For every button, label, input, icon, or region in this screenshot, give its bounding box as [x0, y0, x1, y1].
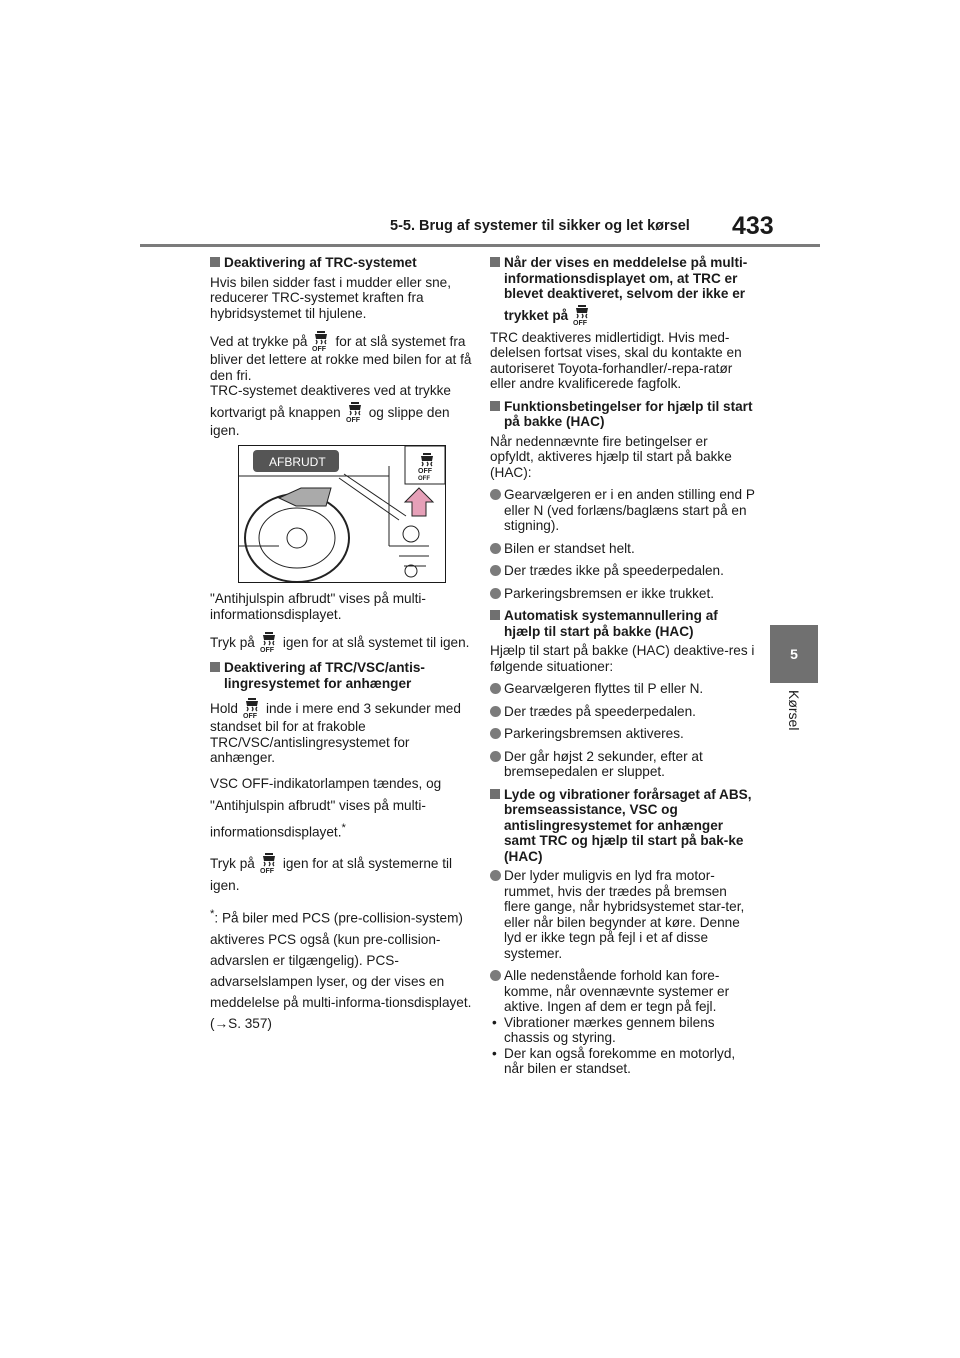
paragraph: Når nedennævnte fire betingelser er opfyldt, aktiveres hjælp til start på bakke (HAC): [490, 433, 732, 480]
chapter-side-label [780, 690, 810, 750]
sub-list-item: • Vibrationer mærkes gennem bilens chassis og styring. [490, 1015, 755, 1046]
left-column [210, 255, 472, 1034]
heading-trailer-off: Deaktivering af TRC/VSC/antis-lingresystemet for anhænger [210, 660, 472, 691]
list-item: Bilen er standset helt. [490, 541, 755, 557]
sub-list-item: • Der kan også forekomme en motorlyd, når bilen er standset. [490, 1046, 755, 1077]
paragraph: "Antihjulspin afbrudt" vises på multi-informationsdisplayet. [210, 591, 426, 622]
list-item: Alle nedenstående forhold kan fore-komme, når ovennævnte systemer er aktive. Ingen af dem er tegn på fejl. [490, 968, 755, 1015]
footnote-mark: * [341, 821, 346, 834]
paragraph: Hvis bilen sidder fast i mudder eller sne, reducerer TRC-systemet kraften fra hybridsystemet til hjulene. [210, 274, 452, 321]
trc-off-icon [259, 850, 279, 874]
list-item: Gearvælgeren flyttes til P eller N. [490, 681, 755, 697]
paragraph: Ved at trykke på for at slå systemet fra bliver det lettere at rokke med bilen for at få den fri. TRC-systemet deaktiveres ved at trykke kortvarigt på knappen og slippe den igen. [210, 328, 472, 438]
paragraph: TRC deaktiveres midlertidigt. Hvis med-delelsen fortsat vises, skal du kontakte en autoriseret Toyota-forhandler/-repa-ratør eller andre kvalificerede fagfolk. [490, 329, 742, 391]
paragraph: Hjælp til start på bakke (HAC) deaktive-res i følgende situationer: [490, 643, 755, 674]
trc-off-icon [311, 328, 331, 352]
heading-hac-conditions: Funktionsbetingelser for hjælp til start på bakke (HAC) [490, 399, 755, 430]
dashboard-illustration [238, 445, 446, 583]
list-item: Parkeringsbremsen er ikke trukket. [490, 586, 755, 602]
heading-trc-message: Når der vises en meddelelse på multi-informationsdisplayet om, at TRC er blevet deaktiveret, selvom der ikke er trykket på [490, 255, 755, 326]
chapter-title: Kørsel [786, 690, 802, 731]
heading-hac-cancel: Automatisk systemannullering af hjælp til start på bakke (HAC) [490, 608, 755, 639]
list-item: Der lyder muligvis en lyd fra motor-rummet, hvis der trædes på bremsen flere gange, når hybridsystemet star-ter, eller når bilen begynder at køre. Denne lyd er ikke tegn på fejl i et af disse systemer. [490, 868, 755, 961]
section-title: 5-5. Brug af systemer til sikker og let kørsel [390, 218, 690, 234]
footnote: *: På biler med PCS (pre-collision-system) aktiveres PCS også (kun pre-collision-advarslen er tilgængelig). PCS-advarselslampen lyser, og der vises en meddelelse på multi-informa-tionsdisplayet. (→S. 357) [210, 908, 472, 1031]
paragraph: Hold inde i mere end 3 sekunder med standset bil for at frakoble TRC/VSC/antislingresystemet for anhænger. [210, 695, 472, 766]
heading-sounds-vibrations: Lyde og vibrationer forårsaget af ABS, bremseassistance, VSC og antislingresystemet for anhænger samt TRC og hjælp til start på bak-ke (HAC) [490, 787, 755, 865]
off-button-label: OFF [418, 476, 430, 482]
list-item: Der trædes på speederpedalen. [490, 704, 755, 720]
heading-trc-off: Deaktivering af TRC-systemet [210, 255, 472, 271]
page-number: 433 [732, 212, 774, 240]
paragraph: Tryk på igen for at slå systemerne til igen. [210, 850, 472, 897]
trc-off-icon [572, 302, 592, 326]
list-item: Gearvælgeren er i en anden stilling end P eller N (ved forlæns/baglæns start på en stigning). [490, 487, 755, 534]
afbrudt-label: AFBRUDT [269, 455, 326, 469]
trc-off-icon [259, 629, 279, 653]
list-item: Der går højst 2 sekunder, efter at bremsepedalen er sluppet. [490, 749, 755, 780]
list-item: Parkeringsbremsen aktiveres. [490, 726, 755, 742]
trc-off-icon [242, 695, 262, 719]
paragraph: VSC OFF-indikatorlampen tændes, og "Antihjulspin afbrudt" vises på multi-informationsdisplayet.* [210, 775, 442, 840]
trc-off-icon [345, 399, 365, 423]
chapter-tab: 5 [770, 625, 818, 683]
list-item: Der trædes ikke på speederpedalen. [490, 563, 755, 579]
header-divider [140, 244, 820, 247]
right-column [490, 255, 755, 1077]
paragraph: Tryk på igen for at slå systemet til igen. [210, 629, 472, 653]
